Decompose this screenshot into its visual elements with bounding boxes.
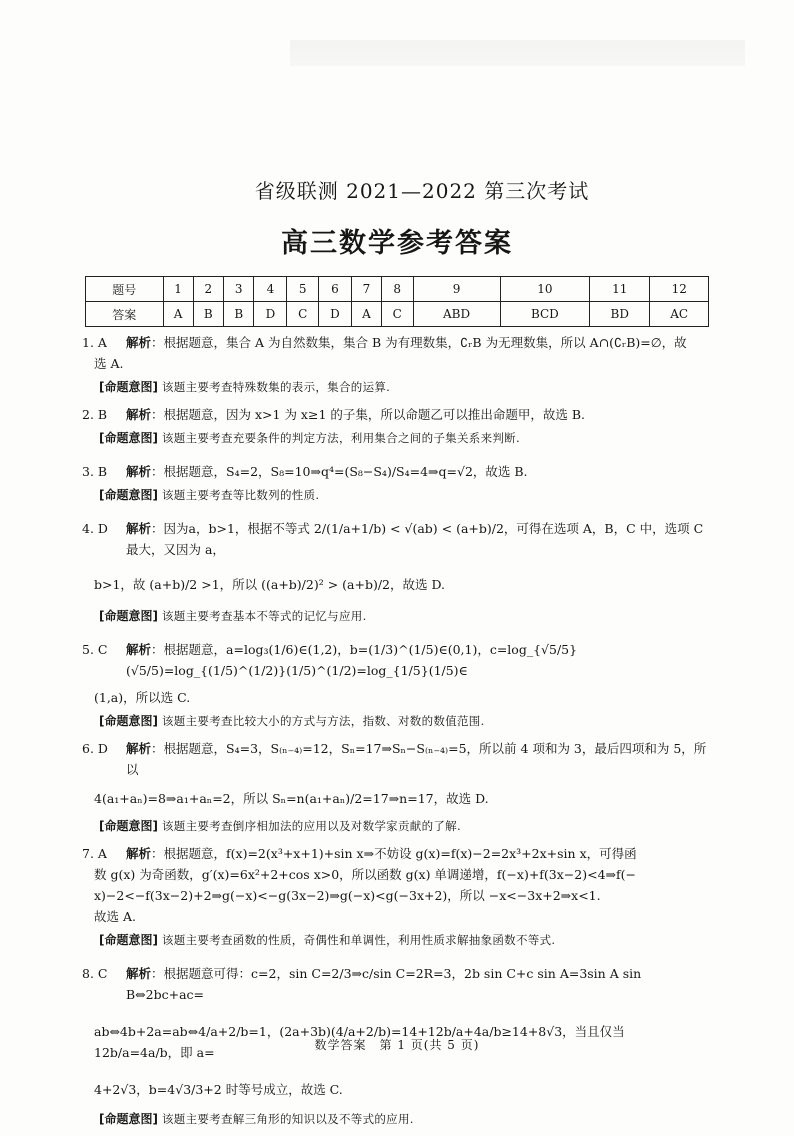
answer-cell: BD bbox=[590, 302, 650, 327]
solution-line: 根据题意可得：c=2，sin C=2/3⇒c/sin C=2R=3，2b sin C+c sin A=3sin A sin B⇔2bc+ac= bbox=[126, 966, 642, 1002]
intent-text: 该题主要考查解三角形的知识以及不等式的应用. bbox=[161, 1112, 414, 1126]
intent-text: 该题主要考查比较大小的方式与方法，指数、对数的数值范围. bbox=[161, 714, 485, 728]
intent-note bbox=[82, 427, 712, 449]
intent-text: 该题主要考查等比数列的性质. bbox=[161, 488, 320, 502]
question-number: 9 bbox=[413, 277, 500, 302]
solution-line: 选 A. bbox=[94, 356, 124, 371]
intent-note bbox=[82, 605, 712, 627]
answer-cell: B bbox=[193, 302, 223, 327]
answer-cell: C bbox=[287, 302, 319, 327]
answer-cell: A bbox=[351, 302, 381, 327]
row-label-numbers: 题号 bbox=[86, 277, 164, 302]
question-label: 4. D bbox=[82, 521, 108, 536]
solution-5: 5. C 解析：根据题意，a=log₃(1/6)∈(1,2)，b=(1/3)^(1/5)∈(0,1)，c=log_{√5/5}(√5/5)=log_{(1/5)^(1/2)}(1/5)^(1/2)=log_{1/5}(1/5)∈ (1,a)，所以选 C. [命题意图] 该题主要考查比较大小的方式与方法，指数、对数的数值范围. bbox=[82, 639, 712, 732]
solution-line: a，b>1，根据不等式 2/(1/a+1/b) < √(ab) < (a+b)/2，可得在选项 A，B，C 中，选项 C 最大，又因为 a， bbox=[126, 521, 704, 557]
intent-label: [命题意图] bbox=[99, 1112, 158, 1126]
answer-cell: C bbox=[381, 302, 413, 327]
solution-line: x)−2<−f(3x−2)+2⇒g(−x)<−g(3x−2)⇒g(−x)<g(−3x+2)，所以 −x<−3x+2⇒x<1. bbox=[94, 888, 601, 903]
page-footer: 数学答案 第 1 页(共 5 页) bbox=[314, 1038, 480, 1052]
intent-note bbox=[82, 710, 712, 732]
analysis-label: 解析 bbox=[126, 335, 152, 350]
question-label: 2. B bbox=[82, 407, 108, 422]
question-number: 12 bbox=[650, 277, 709, 302]
intent-label: [命题意图] bbox=[99, 380, 158, 394]
question-number: 1 bbox=[163, 277, 193, 302]
exam-title: 省级联测 2021—2022 第三次考试 bbox=[254, 179, 590, 203]
answer-cell: D bbox=[319, 302, 352, 327]
intent-text: 该题主要考查倒序相加法的应用以及对数学家贡献的了解. bbox=[161, 819, 461, 833]
solution-line: ab⇔4b+2a=ab⇔4/a+2/b=1，(2a+3b)(4/a+2/b)=14+12b/a+4a/b≥14+8√3，当且仅当 12b/a=4a/b，即 a= bbox=[94, 1024, 625, 1060]
row-label-answers: 答案 bbox=[86, 302, 164, 327]
intent-note bbox=[82, 929, 712, 951]
solution-4: 4. D 解析：因为a，b>1，根据不等式 2/(1/a+1/b) < √(ab) < (a+b)/2，可得在选项 A，B，C 中，选项 C 最大，又因为 a， b>1，故 (a+b)/2 >1，所以 ((a+b)/2)² > (a+b)/2，故选 D. [命题意图] 该题主要考查基本不等式的记忆与应用. bbox=[82, 518, 712, 627]
intent-label: [命题意图] bbox=[99, 609, 158, 623]
intent-text: 该题主要考查函数的性质，奇偶性和单调性，利用性质求解抽象函数不等式. bbox=[161, 933, 556, 947]
question-label: 7. A bbox=[82, 846, 107, 861]
solution-line: 数 g(x) 为奇函数，g′(x)=6x²+2+cos x>0，所以函数 g(x) 单调递增，f(−x)+f(3x−2)<4⇒f(− bbox=[94, 867, 636, 882]
analysis-label: 解析 bbox=[126, 846, 152, 861]
solution-line: (1,a)，所以选 C. bbox=[94, 690, 191, 705]
question-number: 4 bbox=[254, 277, 287, 302]
solution-line: 根据题意，f(x)=2(x³+x+1)+sin x⇒不妨设 g(x)=f(x)−2=2x³+2x+sin x，可得函 bbox=[163, 846, 637, 861]
table-row-answers bbox=[86, 302, 709, 327]
solution-line: 故选 A. bbox=[94, 909, 136, 924]
question-label: 3. B bbox=[82, 464, 108, 479]
answer-cell: ABD bbox=[413, 302, 500, 327]
analysis-label: 解析 bbox=[126, 521, 152, 536]
question-label: 8. C bbox=[82, 966, 108, 981]
question-number: 8 bbox=[381, 277, 413, 302]
question-number: 7 bbox=[351, 277, 381, 302]
intent-text: 该题主要考查基本不等式的记忆与应用. bbox=[161, 609, 367, 623]
solution-line: 根据题意，集合 A 为自然数集，集合 B 为有理数集，∁ᵣB 为无理数集，所以 A∩(∁ᵣB)=∅，故 bbox=[163, 335, 687, 350]
solution-line: 根据题意，a=log₃(1/6)∈(1,2)，b=(1/3)^(1/5)∈(0,1)，c=log_{√5/5}(√5/5)=log_{(1/5)^(1/2)}(1/5)^(1/2)=log_{1/5}(1/5)∈ bbox=[126, 642, 578, 678]
solution-prefix: 因为 bbox=[163, 521, 189, 536]
solution-line: b>1，故 (a+b)/2 >1，所以 ((a+b)/2)² > (a+b)/2，故选 D. bbox=[94, 577, 446, 592]
analysis-label: 解析 bbox=[126, 966, 152, 981]
answer-cell: BCD bbox=[500, 302, 589, 327]
question-label: 5. C bbox=[82, 642, 108, 657]
question-number: 6 bbox=[319, 277, 352, 302]
intent-note bbox=[82, 484, 712, 506]
solution-line: 4(a₁+aₙ)=8⇒a₁+aₙ=2，所以 Sₙ=n(a₁+aₙ)/2=17⇒n=17，故选 D. bbox=[94, 791, 489, 806]
scan-shading bbox=[290, 40, 745, 66]
answer-cell: D bbox=[254, 302, 287, 327]
question-number: 2 bbox=[193, 277, 223, 302]
solutions-body bbox=[82, 332, 712, 1136]
solution-line: 4+2√3，b=4√3/3+2 时等号成立，故选 C. bbox=[94, 1082, 343, 1097]
intent-label: [命题意图] bbox=[99, 431, 158, 445]
table-row-numbers bbox=[86, 277, 709, 302]
analysis-label: 解析 bbox=[126, 407, 152, 422]
question-number: 5 bbox=[287, 277, 319, 302]
solution-1: 1. A 解析：根据题意，集合 A 为自然数集，集合 B 为有理数集，∁ᵣB 为无理数集，所以 A∩(∁ᵣB)=∅，故 选 A. [命题意图] 该题主要考查特殊数集的表示，集合的运算. bbox=[82, 332, 712, 398]
question-number: 10 bbox=[500, 277, 589, 302]
solution-2: 2. B 解析：根据题意，因为 x>1 为 x≥1 的子集，所以命题乙可以推出命题甲，故选 B. [命题意图] 该题主要考查充要条件的判定方法，利用集合之间的子集关系来判断. bbox=[82, 404, 712, 449]
question-label: 6. D bbox=[82, 741, 108, 756]
question-number: 11 bbox=[590, 277, 650, 302]
document-title: 高三数学参考答案 bbox=[281, 228, 513, 259]
analysis-label: 解析 bbox=[126, 464, 152, 479]
intent-label: [命题意图] bbox=[99, 933, 158, 947]
question-number: 3 bbox=[224, 277, 254, 302]
intent-text: 该题主要考查充要条件的判定方法，利用集合之间的子集关系来判断. bbox=[161, 431, 520, 445]
solution-line: 根据题意，S₄=3，S₍ₙ₋₄₎=12，Sₙ=17⇒Sₙ−S₍ₙ₋₄₎=5，所以前 4 项和为 3，最后四项和为 5，所以 bbox=[126, 741, 707, 777]
analysis-label: 解析 bbox=[126, 642, 152, 657]
intent-label: [命题意图] bbox=[99, 714, 158, 728]
question-label: 1. A bbox=[82, 335, 107, 350]
intent-note bbox=[82, 815, 712, 837]
intent-note bbox=[82, 1108, 712, 1130]
intent-label: [命题意图] bbox=[99, 488, 158, 502]
solution-8: 8. C 解析：根据题意可得：c=2，sin C=2/3⇒c/sin C=2R=3，2b sin C+c sin A=3sin A sin B⇔2bc+ac= ab⇔4b+2a=ab⇔4/a+2/b=1，(2a+3b)(4/a+2/b)=14+12b/a+4a/b≥14+8√3，当且仅当 12b/a=4a/b，即 a= 4+2√3，b=4√3/3+2 时等号成立，故选 C. [命题意图] 该题主要考查解三角形的知识以及不等式的应用. bbox=[82, 963, 712, 1130]
answer-key-table bbox=[85, 276, 709, 327]
solution-line: 根据题意，因为 x>1 为 x≥1 的子集，所以命题乙可以推出命题甲，故选 B. bbox=[163, 407, 586, 422]
solution-7: 7. A 解析：根据题意，f(x)=2(x³+x+1)+sin x⇒不妨设 g(x)=f(x)−2=2x³+2x+sin x，可得函 数 g(x) 为奇函数，g′(x)=6x²+2+cos x>0，所以函数 g(x) 单调递增，f(−x)+f(3x−2)<4⇒f(− x)−2<−f(3x−2)+2⇒g(−x)<−g(3x−2)⇒g(−x)<g(−3x+2)，所以 −x<−3x+2⇒x<1. 故选 A. [命题意图] 该题主要考查函数的性质，奇偶性和单调性，利用性质求解抽象函数不等式. bbox=[82, 843, 712, 951]
solution-3: 3. B 解析：根据题意，S₄=2，S₈=10⇒q⁴=(S₈−S₄)/S₄=4⇒q=√2，故选 B. [命题意图] 该题主要考查等比数列的性质. bbox=[82, 461, 712, 506]
intent-note bbox=[82, 376, 712, 398]
answer-cell: A bbox=[163, 302, 193, 327]
answer-cell: B bbox=[224, 302, 254, 327]
solution-6: 6. D 解析：根据题意，S₄=3，S₍ₙ₋₄₎=12，Sₙ=17⇒Sₙ−S₍ₙ₋₄₎=5，所以前 4 项和为 3，最后四项和为 5，所以 4(a₁+aₙ)=8⇒a₁+aₙ=2，所以 Sₙ=n(a₁+aₙ)/2=17⇒n=17，故选 D. [命题意图] 该题主要考查倒序相加法的应用以及对数学家贡献的了解. bbox=[82, 738, 712, 837]
analysis-label: 解析 bbox=[126, 741, 152, 756]
intent-text: 该题主要考查特殊数集的表示，集合的运算. bbox=[161, 380, 391, 394]
solution-line: 根据题意，S₄=2，S₈=10⇒q⁴=(S₈−S₄)/S₄=4⇒q=√2，故选 B. bbox=[163, 464, 528, 479]
answer-cell: AC bbox=[650, 302, 709, 327]
intent-label: [命题意图] bbox=[99, 819, 158, 833]
